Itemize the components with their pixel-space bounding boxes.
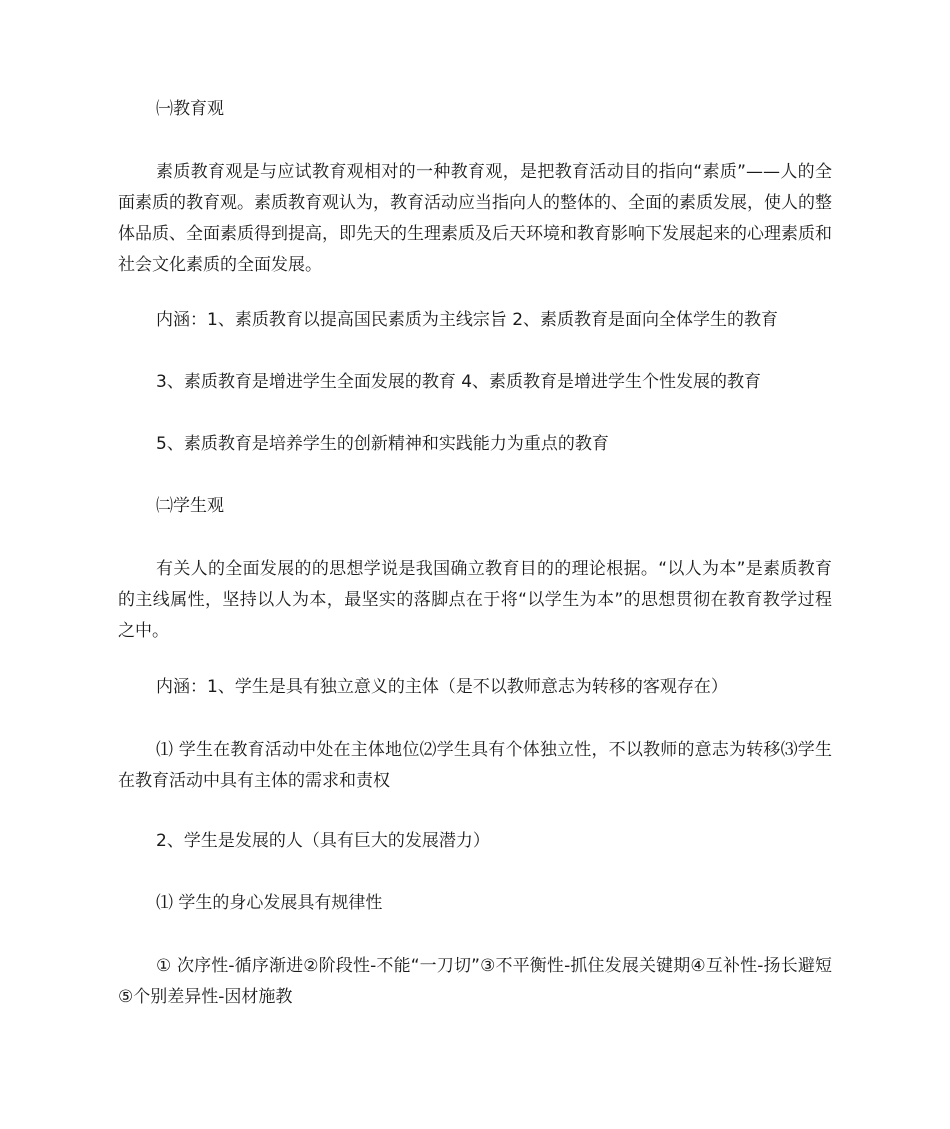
- section-heading-student-view: ㈡学生观: [156, 496, 224, 516]
- paragraph-developing-person: 2、学生是发展的人（具有巨大的发展潜力）: [156, 831, 490, 851]
- paragraph-quality-education: 素质教育观是与应试教育观相对的一种教育观，是把教育活动目的指向“素质”——人的全面素质的教育观。素质教育观认为，教育活动应当指向人的整体的、全面的素质发展，使人的整体品质、全面素质得到提高，即先天的生理素质及后天环境和教育影响下发展起来的心理素质和社会文化素质的全面发展。: [118, 162, 832, 275]
- paragraph-all-round-development: 有关人的全面发展的的思想学说是我国确立教育目的的理论根据。“以人为本”是素质教育的主线属性，坚持以人为本，最坚实的落脚点在于将“以学生为本”的思想贯彻在教育教学过程之中。: [118, 559, 832, 641]
- paragraph-connotation-1: 内涵：1、素质教育以提高国民素质为主线宗旨 2、素质教育是面向全体学生的教育: [156, 310, 779, 330]
- section-heading-education-view: ㈠教育观: [156, 99, 224, 119]
- paragraph-subject-points: ⑴ 学生在教育活动中处在主体地位⑵学生具有个体独立性，不以教师的意志为转移⑶学生在教育活动中具有主体的需求和责权: [118, 740, 832, 791]
- paragraph-connotation-3: 3、素质教育是增进学生全面发展的教育 4、素质教育是增进学生个性发展的教育: [156, 372, 762, 392]
- paragraph-student-subject: 内涵：1、学生是具有独立意义的主体（是不以教师意志为转移的客观存在）: [156, 677, 728, 697]
- paragraph-development-traits: ① 次序性-循序渐进②阶段性-不能“一刀切”③不平衡性-抓住发展关键期④互补性-扬长避短⑤个别差异性-因材施教: [118, 956, 832, 1007]
- paragraph-regularity: ⑴ 学生的身心发展具有规律性: [156, 893, 383, 913]
- paragraph-connotation-5: 5、素质教育是培养学生的创新精神和实践能力为重点的教育: [156, 434, 609, 454]
